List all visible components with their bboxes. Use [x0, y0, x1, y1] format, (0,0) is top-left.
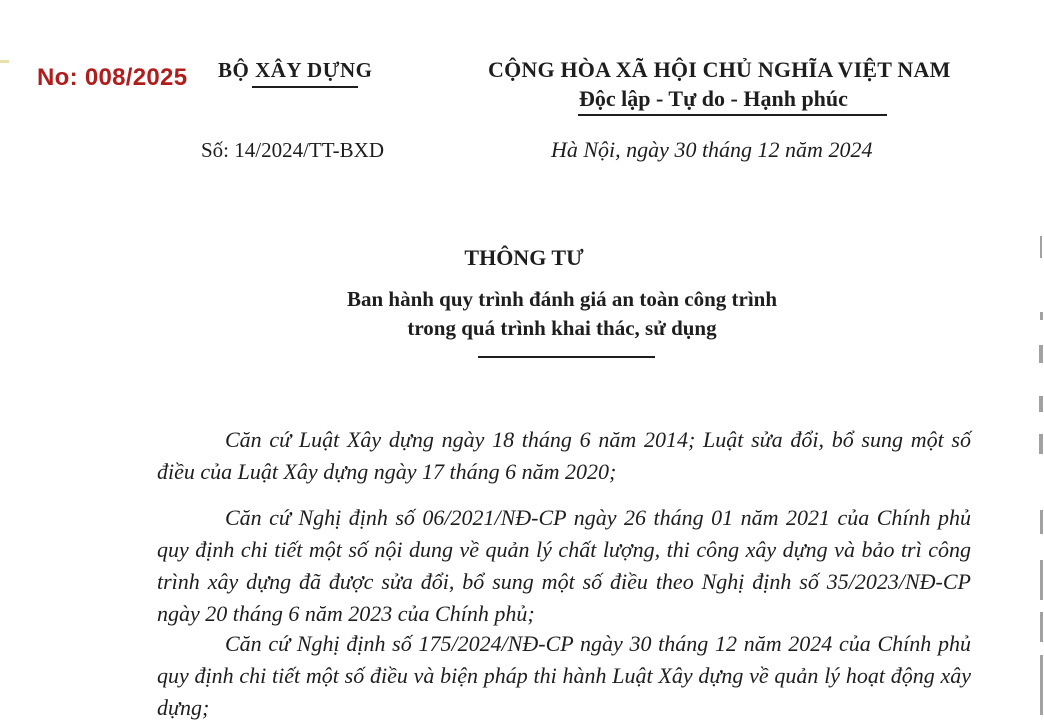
subject-line-1: Ban hành quy trình đánh giá an toàn công trình [346, 287, 778, 311]
subject-line-2: trong quá trình khai thác, sử dụng [407, 316, 717, 340]
place-and-date: Hà Nội, ngày 30 tháng 12 năm 2024 [551, 137, 873, 162]
subject-divider [478, 356, 655, 358]
scan-edge-mark [0, 60, 9, 63]
national-title: CỘNG HÒA XÃ HỘI CHỦ NGHĨA VIỆT NAM [488, 57, 951, 82]
issuing-ministry: BỘ XÂY DỰNG [218, 58, 373, 82]
national-motto: Độc lập - Tự do - Hạnh phúc [579, 86, 848, 111]
document-type-heading: THÔNG TƯ [464, 245, 584, 270]
legal-basis-paragraph: Căn cứ Nghị định số 06/2021/NĐ-CP ngày 26 tháng 01 năm 2021 của Chính phủ quy định chi tiết một số nội dung về quản lý chất lượng, thi công xây dựng và bảo trì công trình xây dựng đã được sửa đổi, bổ sung một số điều theo Nghị định số 35/2023/NĐ-CP ngày 20 tháng 6 năm 2023 của Chính phủ; [157, 505, 971, 626]
scan-margin-artifacts [1031, 0, 1044, 728]
document-number-stamp: No: 008/2025 [37, 64, 188, 91]
circular-number: Số: 14/2024/TT-BXD [201, 138, 384, 162]
legal-basis-paragraph: Căn cứ Nghị định số 175/2024/NĐ-CP ngày 30 tháng 12 năm 2024 của Chính phủ quy định chi tiết một số điều và biện pháp thi hành Luật Xây dựng về quản lý hoạt động xây dựng; [157, 631, 971, 720]
ministry-underline [252, 86, 358, 88]
document-subject [0, 285, 1044, 343]
legal-basis-paragraph: Căn cứ Luật Xây dựng ngày 18 tháng 6 năm 2014; Luật sửa đổi, bổ sung một số điều của Luật Xây dựng ngày 17 tháng 6 năm 2020; [157, 427, 971, 484]
motto-underline [578, 114, 887, 116]
